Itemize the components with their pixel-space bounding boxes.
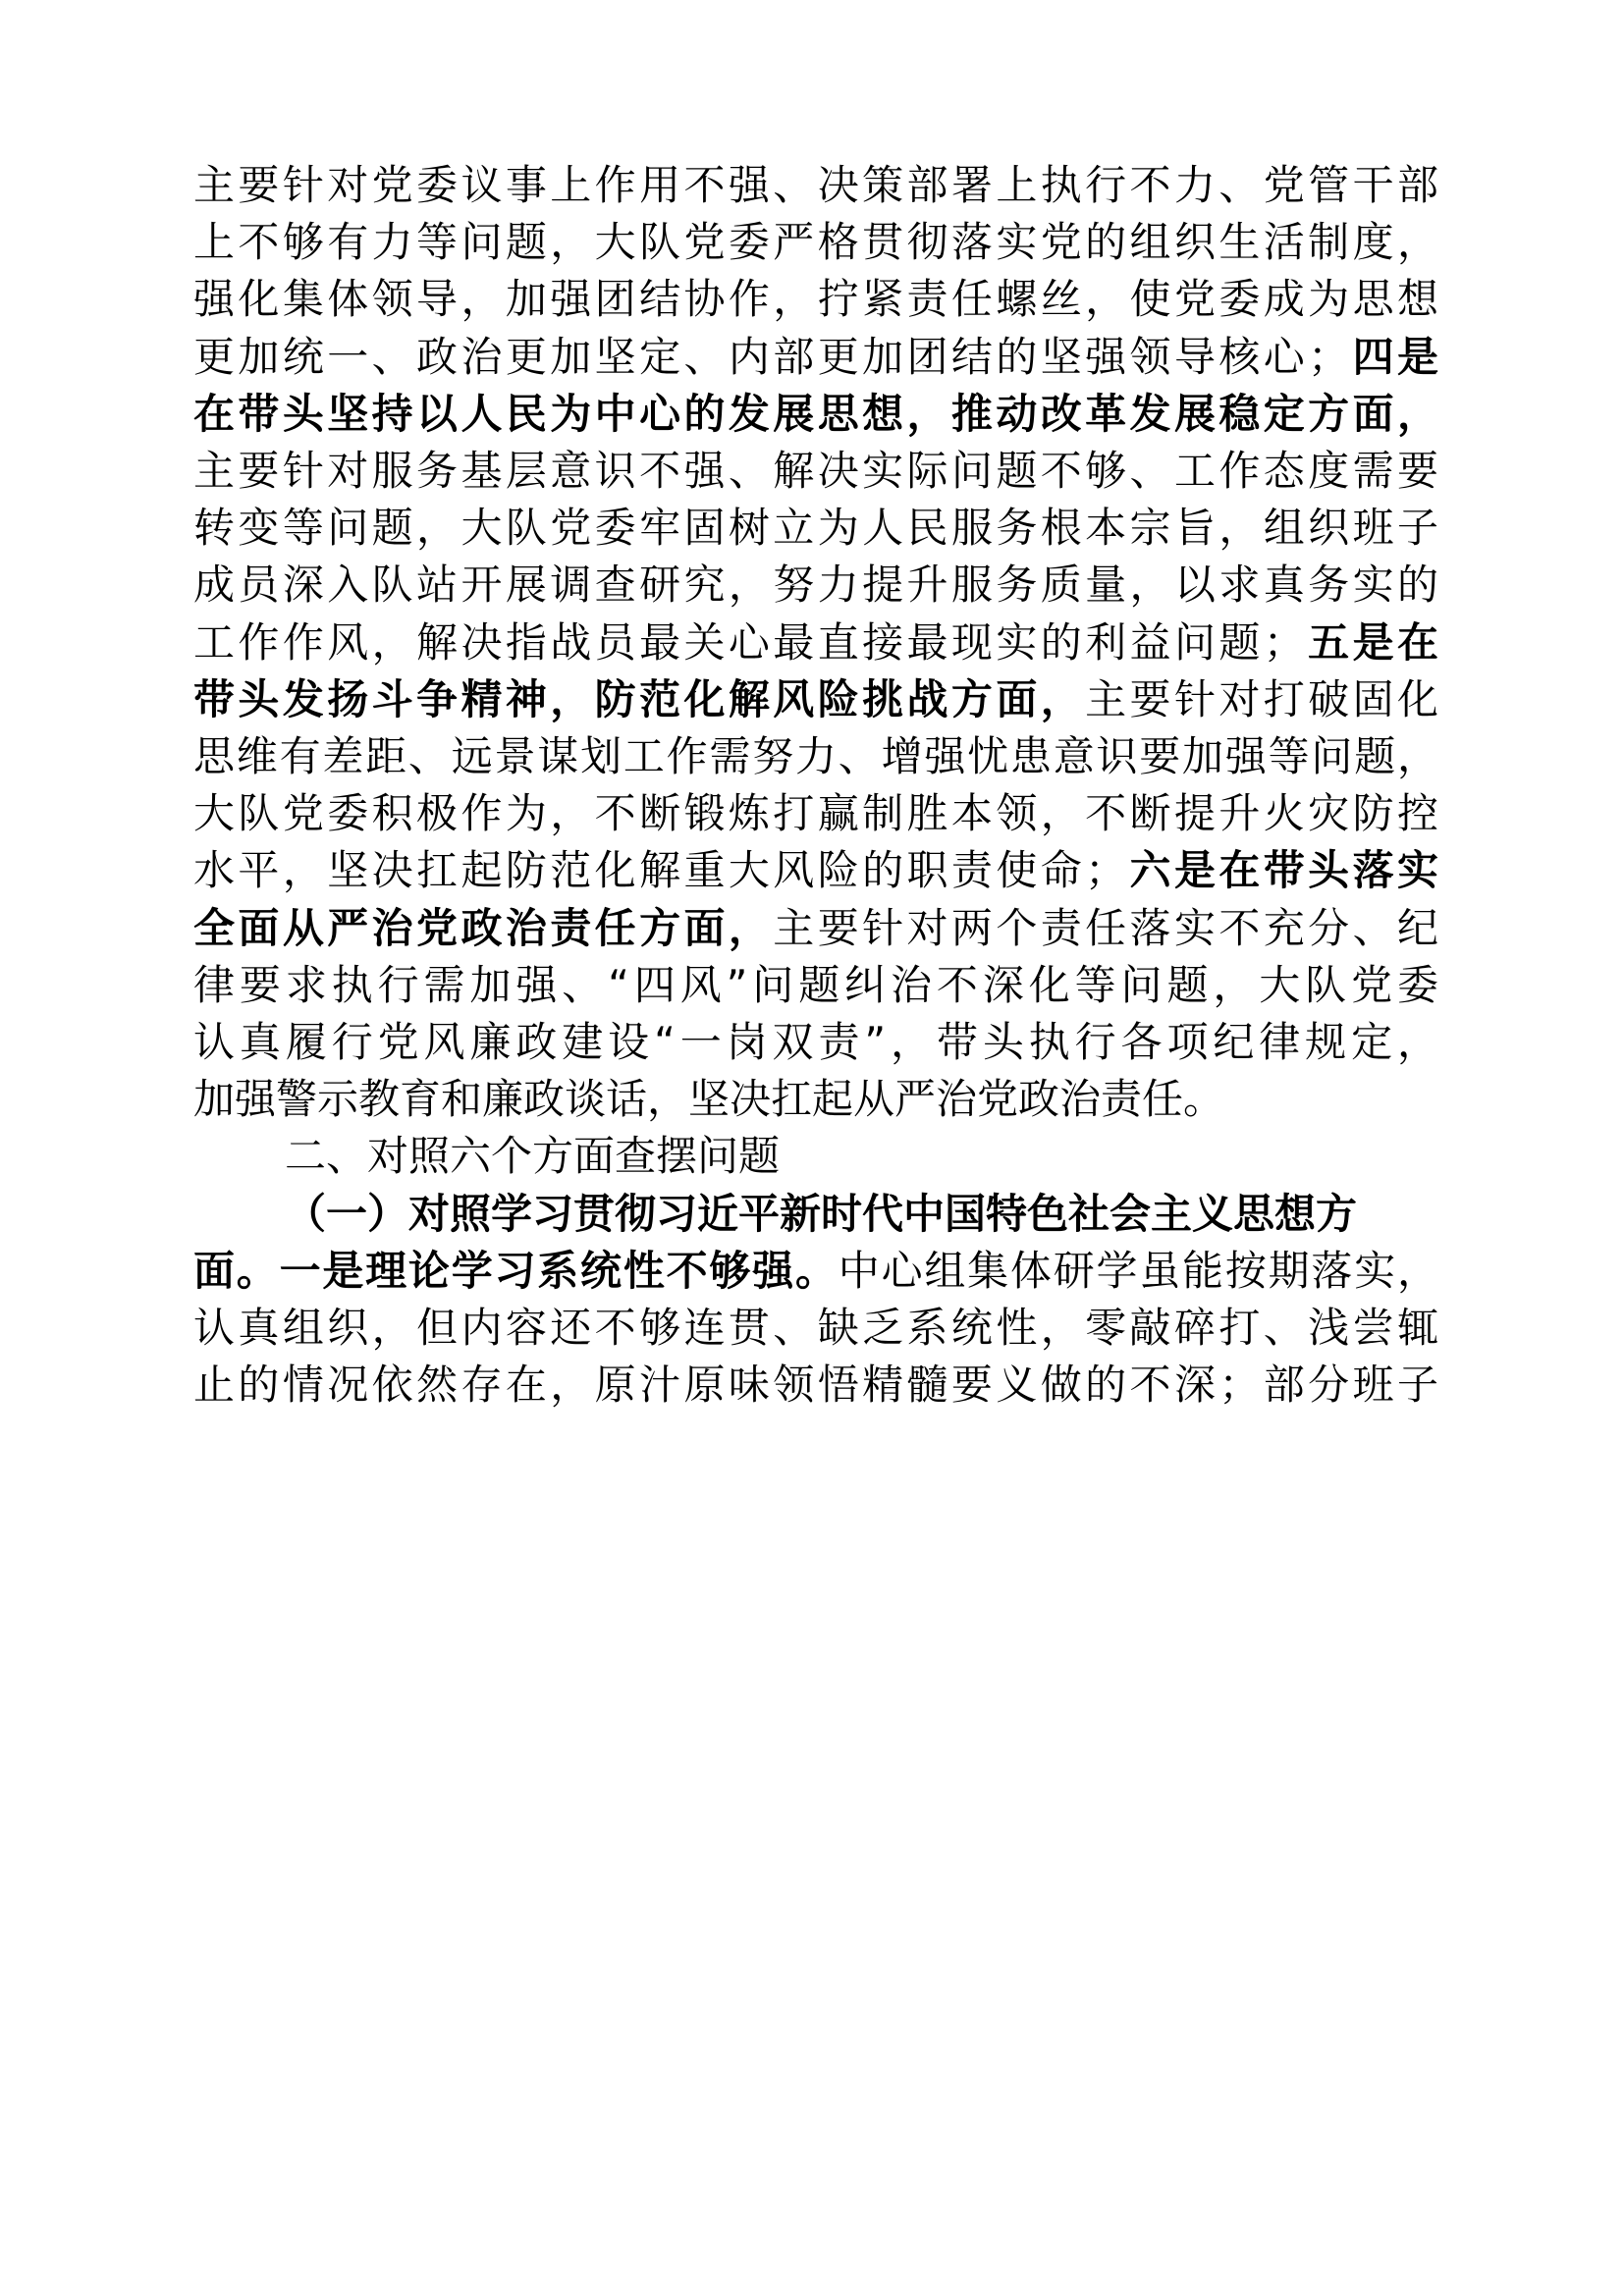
text-run-bold: 四是 [1349, 332, 1438, 381]
text-run: 主要针对党委议事上作用不强、决策部署上执行不力、党管干部 [193, 161, 1438, 209]
text-run: 主要针对服务基层意识不强、解决实际问题不够、工作态度需要 [193, 447, 1438, 495]
text-run: 强化集体领导，加强团结协作，拧紧责任螺丝，使党委成为思想 [193, 275, 1438, 324]
text-run-bold: 全面从严治党政治责任方面， [193, 903, 774, 952]
text-run: 大队党委积极作为，不断锻炼打赢制胜本领，不断提升火灾防控 [193, 789, 1438, 838]
text-run-bold: （一）对照学习贯彻习近平新时代中国特色社会主义思想方 [285, 1189, 1358, 1238]
text-run: 中心组集体研学虽能按期落实， [838, 1246, 1438, 1295]
section-heading: 二、对照六个方面查摆问题 [285, 1132, 781, 1181]
text-run-bold: 带头发扬斗争精神，防范化解风险挑战方面， [193, 674, 1086, 723]
text-run: 律要求执行需加强、“四风”问题纠治不深化等问题，大队党委 [193, 960, 1438, 1009]
text-run-bold: 六是在带头落实 [1126, 846, 1438, 895]
text-run-bold: 五是在 [1304, 617, 1438, 667]
text-run-bold: 在带头坚持以人民为中心的发展思想，推动改革发展稳定方面， [193, 389, 1438, 438]
text-run: 主要针对打破固化 [1085, 674, 1438, 723]
text-run: 转变等问题，大队党委牢固树立为人民服务根本宗旨，组织班子 [193, 504, 1438, 553]
text-run: 加强警示教育和廉政谈话，坚决扛起从严治党政治责任。 [193, 1075, 1225, 1124]
text-run: 主要针对两个责任落实不充分、纪 [773, 903, 1438, 952]
text-run: 上不够有力等问题，大队党委严格贯彻落实党的组织生活制度， [193, 218, 1438, 267]
text-run: 认真履行党风廉政建设“一岗双责”，带头执行各项纪律规定， [193, 1018, 1438, 1066]
text-run: 更加统一、政治更加坚定、内部更加团结的坚强领导核心； [193, 332, 1350, 381]
text-run: 思维有差距、远景谋划工作需努力、增强忧患意识要加强等问题， [193, 732, 1438, 780]
text-run: 止的情况依然存在，原汁原味领悟精髓要义做的不深；部分班子 [193, 1361, 1438, 1410]
text-line [193, 1351, 1438, 1419]
text-run: 成员深入队站开展调查研究，努力提升服务质量，以求真务实的 [193, 561, 1438, 610]
text-run: 认真组织，但内容还不够连贯、缺乏系统性，零敲碎打、浅尝辄 [193, 1304, 1438, 1352]
text-run: 水平，坚决扛起防范化解重大风险的职责使命； [193, 846, 1127, 895]
text-run: 工作作风，解决指战员最关心最直接最现实的利益问题； [193, 617, 1305, 667]
text-run-bold: 面。一是理论学习系统性不够强。 [193, 1246, 839, 1295]
